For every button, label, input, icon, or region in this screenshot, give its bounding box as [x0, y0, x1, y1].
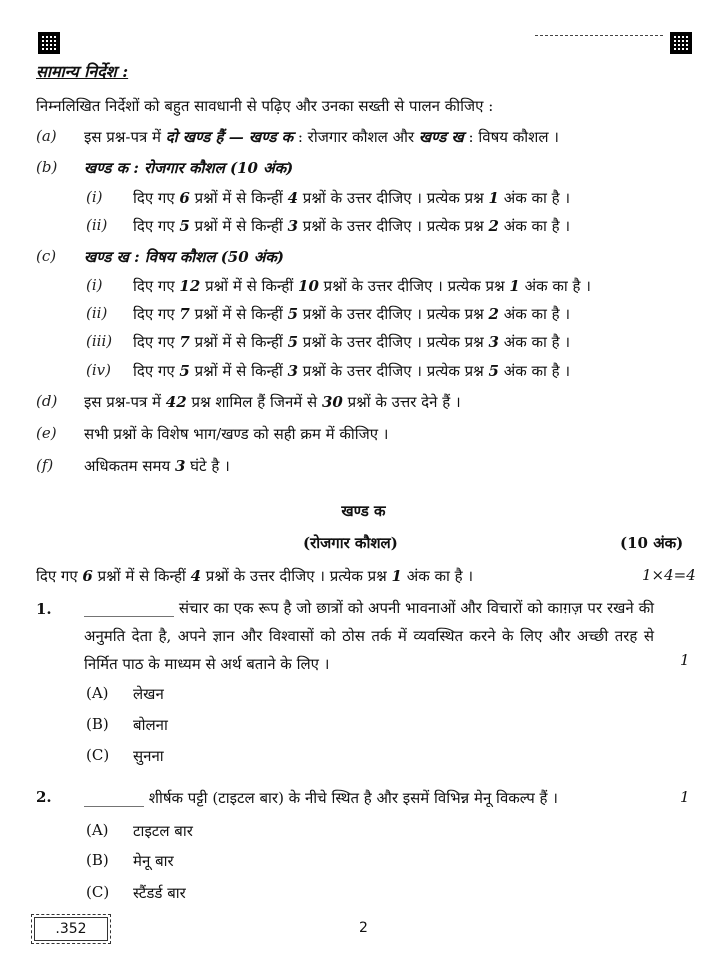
- instruction-f: [84, 456, 230, 476]
- num: 5: [179, 217, 190, 235]
- option-text: टाइटल बार: [133, 822, 193, 840]
- text: प्रश्नों के उत्तर दीजिए । प्रत्येक प्रश्न: [298, 305, 489, 323]
- text: दिए गए: [133, 362, 180, 380]
- text: : रोजगार कौशल और: [293, 128, 419, 146]
- label-f: (f): [36, 456, 54, 474]
- num: 6: [179, 189, 190, 207]
- text: प्रश्नों में से किन्हीं: [189, 333, 288, 351]
- text: प्रश्नों के उत्तर दीजिए । प्रत्येक प्रश्न: [298, 217, 489, 235]
- section-instruction: [36, 566, 473, 586]
- question-text: [84, 594, 654, 678]
- text: इस प्रश्न-पत्र में: [84, 393, 166, 411]
- marks-scheme: 1×4=4: [642, 566, 696, 584]
- question-number: 1.: [36, 600, 52, 618]
- num: 2: [488, 217, 499, 235]
- question-marks: 1: [680, 788, 690, 806]
- text: प्रश्नों के उत्तर दीजिए । प्रत्येक प्रश्न: [298, 333, 489, 351]
- text: दिए गए: [133, 277, 180, 295]
- instruction-c: खण्ड ख : विषय कौशल (50 अंक): [84, 248, 284, 266]
- option-text: लेखन: [133, 685, 164, 703]
- instruction-b-i: [133, 188, 570, 208]
- num: 2: [488, 305, 499, 323]
- num: 3: [287, 362, 299, 380]
- num: 7: [179, 305, 190, 323]
- section-subtitle: (रोजगार कौशल): [303, 534, 398, 552]
- option-text: स्टैंडर्ड बार: [133, 884, 186, 902]
- bold: खण्ड ख: [418, 128, 464, 146]
- num: 1: [391, 567, 402, 585]
- text: प्रश्नों में से किन्हीं: [189, 217, 288, 235]
- bold: दो खण्ड हैं — खण्ड क: [165, 128, 294, 146]
- paper-code: .352: [34, 917, 108, 941]
- text: दिए गए: [36, 567, 83, 585]
- text: अंक का है ।: [498, 333, 571, 351]
- text: अंक का है ।: [498, 189, 571, 207]
- option-label: (A): [86, 684, 109, 702]
- text: प्रश्नों में से किन्हीं: [189, 362, 288, 380]
- text: अधिकतम समय: [84, 457, 175, 475]
- option-text: मेनू बार: [133, 852, 174, 870]
- instruction-a: [84, 127, 559, 147]
- text: प्रश्नों के उत्तर देने हैं ।: [342, 393, 461, 411]
- qr-code-left: [38, 32, 60, 54]
- num: 30: [321, 393, 343, 411]
- instruction-c-iii: [133, 332, 570, 352]
- qr-code-right: [670, 32, 692, 54]
- num: 1: [509, 277, 520, 295]
- num: 6: [82, 567, 93, 585]
- section-title: खण्ड क: [341, 502, 386, 520]
- label-c-ii: (ii): [86, 304, 108, 322]
- text: प्रश्नों के उत्तर दीजिए । प्रत्येक प्रश्न: [298, 189, 489, 207]
- num: 4: [287, 189, 299, 207]
- num: 7: [179, 333, 190, 351]
- intro-text: निम्नलिखित निर्देशों को बहुत सावधानी से पढ़िए और उनका सख्ती से पालन कीजिए :: [36, 97, 494, 115]
- label-a: (a): [36, 127, 57, 145]
- text: अंक का है ।: [498, 305, 571, 323]
- num: 3: [174, 457, 186, 475]
- instruction-b: खण्ड क : रोजगार कौशल (10 अंक): [84, 159, 294, 177]
- text: अंक का है ।: [519, 277, 591, 295]
- text: प्रश्नों में से किन्हीं: [189, 305, 288, 323]
- page-number: 2: [359, 920, 368, 936]
- option-label: (B): [86, 715, 109, 733]
- num: 5: [488, 362, 499, 380]
- question-text: [84, 788, 558, 808]
- text: घंटे है ।: [185, 457, 230, 475]
- instruction-b-ii: [133, 216, 570, 236]
- instruction-c-iv: [133, 361, 570, 381]
- label-c: (c): [36, 247, 57, 265]
- answer-blank: ________: [84, 789, 144, 807]
- option-label: (C): [86, 746, 110, 764]
- num: 5: [287, 305, 299, 323]
- num: 10: [298, 277, 319, 295]
- num: 12: [179, 277, 201, 295]
- label-b-ii: (ii): [86, 216, 108, 234]
- text: अंक का है ।: [498, 362, 571, 380]
- text: : विषय कौशल ।: [463, 128, 559, 146]
- text: शीर्षक पट्टी (टाइटल बार) के नीचे स्थित है और इसमें विभिन्न मेनू विकल्प हैं ।: [144, 789, 558, 807]
- option-text: बोलना: [133, 716, 168, 734]
- text: दिए गए: [133, 333, 180, 351]
- num: 3: [287, 217, 299, 235]
- label-b-i: (i): [86, 188, 103, 206]
- num: 5: [179, 362, 190, 380]
- option-label: (B): [86, 851, 109, 869]
- question-marks: 1: [680, 651, 690, 669]
- label-c-iii: (iii): [86, 332, 113, 350]
- general-instructions-heading: सामान्य निर्देश :: [36, 62, 129, 81]
- instruction-e: सभी प्रश्नों के विशेष भाग/खण्ड को सही क्रम में कीजिए ।: [84, 425, 389, 443]
- text: प्रश्न शामिल हैं जिनमें से: [186, 393, 322, 411]
- label-c-iv: (iv): [86, 361, 111, 379]
- num: 4: [190, 567, 202, 585]
- text: दिए गए: [133, 217, 180, 235]
- question-number: 2.: [36, 788, 52, 806]
- num: 5: [287, 333, 299, 351]
- text: प्रश्नों में से किन्हीं: [92, 567, 191, 585]
- text: दिए गए: [133, 305, 180, 323]
- text: प्रश्नों के उत्तर दीजिए । प्रत्येक प्रश्न: [298, 362, 489, 380]
- label-c-i: (i): [86, 276, 103, 294]
- option-label: (C): [86, 883, 110, 901]
- num: 3: [488, 333, 499, 351]
- label-b: (b): [36, 158, 58, 176]
- header-dashes: [535, 35, 663, 36]
- text: प्रश्नों में से किन्हीं: [200, 277, 299, 295]
- instruction-d: [84, 392, 461, 412]
- label-d: (d): [36, 392, 58, 410]
- text: इस प्रश्न-पत्र में: [84, 128, 166, 146]
- num: 1: [488, 189, 499, 207]
- text: संचार का एक रूप है जो छात्रों को अपनी भावनाओं और विचारों को काग़ज़ पर रखने की अनुमति देता है, अपने ज्ञान और विश्वासों को ठोस तर्क में व्यवस्थित करने के लिए और अच्छी तरह से निर्मित पाठ के माध्यम से अर्थ बताने के लिए ।: [84, 599, 654, 673]
- instruction-c-ii: [133, 304, 570, 324]
- text: दिए गए: [133, 189, 180, 207]
- text: अंक का है ।: [498, 217, 571, 235]
- option-label: (A): [86, 821, 109, 839]
- text: प्रश्नों के उत्तर दीजिए । प्रत्येक प्रश्न: [201, 567, 392, 585]
- label-e: (e): [36, 424, 57, 442]
- section-marks: (10 अंक): [620, 534, 684, 552]
- num: 42: [165, 393, 187, 411]
- text: अंक का है ।: [401, 567, 474, 585]
- instruction-c-i: [133, 276, 591, 296]
- option-text: सुनना: [133, 747, 164, 765]
- answer-blank: ____________: [84, 599, 174, 617]
- text: प्रश्नों में से किन्हीं: [189, 189, 288, 207]
- text: प्रश्नों के उत्तर दीजिए । प्रत्येक प्रश्न: [318, 277, 510, 295]
